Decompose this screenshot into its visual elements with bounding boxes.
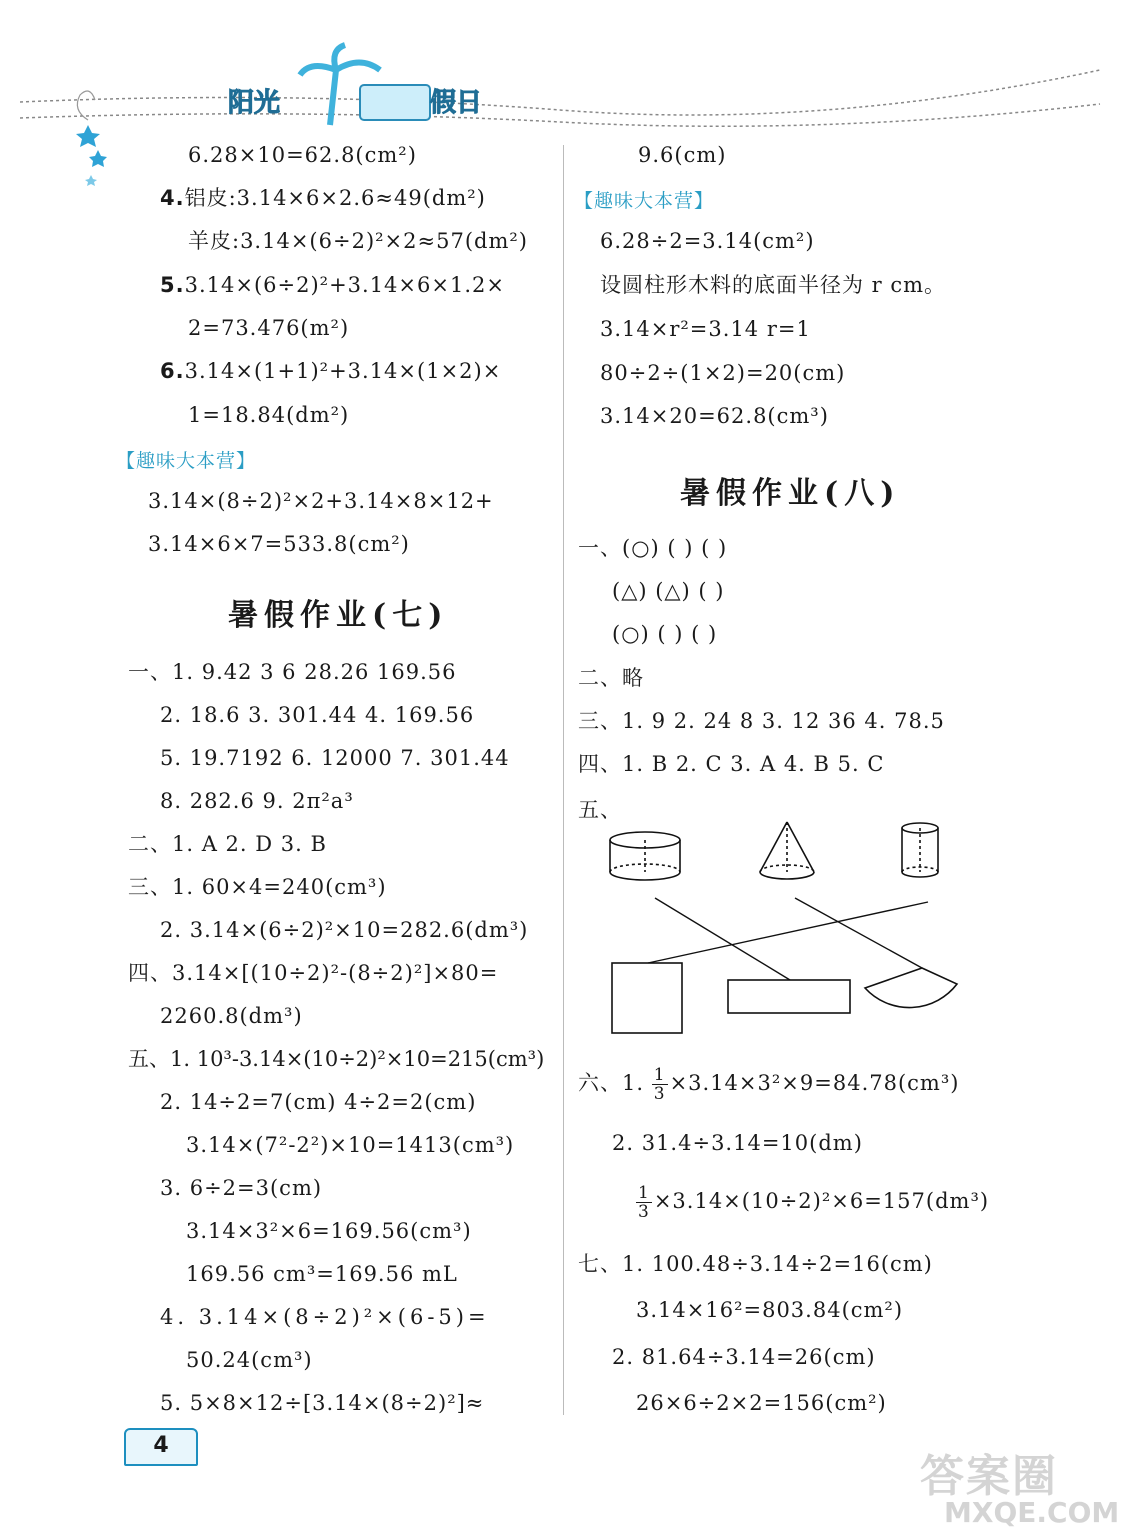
answer-line: 169.56 cm³=169.56 mL	[186, 1262, 458, 1286]
star-icon	[76, 125, 100, 147]
square-net-shape	[612, 963, 682, 1033]
answer-line: 四、3.14×[(10÷2)²-(8÷2)²]×80=	[128, 961, 499, 985]
answer-line: 设圆柱形木料的底面半径为 r cm。	[600, 273, 947, 297]
fun-corner-tag: 【趣味大本营】	[116, 450, 257, 472]
answer-line: 二、1. A 2. D 3. B	[128, 832, 327, 856]
answer-line: 五、	[578, 798, 622, 822]
answer-line: 2. 31.4÷3.14=10(dm)	[612, 1131, 863, 1155]
answer-line: 七、1. 100.48÷3.14÷2=16(cm)	[578, 1252, 933, 1276]
answer-line: 三、1. 60×4=240(cm³)	[128, 875, 387, 899]
section-title-8: 暑假作业(八)	[680, 476, 901, 511]
matching-diagram	[600, 820, 960, 1040]
answer-line: 一、(○) ( ) ( )	[578, 536, 728, 560]
rectangle-net-shape	[728, 980, 850, 1013]
answer-line: (○) ( ) ( )	[612, 622, 718, 646]
answer-line: 2. 81.64÷3.14=26(cm)	[612, 1345, 876, 1369]
answer-line: 五、1. 10³-3.14×(10÷2)²×10=215(cm³)	[128, 1047, 545, 1071]
answer-line: 6.28×10=62.8(cm²)	[188, 143, 417, 167]
answer-line: 四、1. B 2. C 3. A 4. B 5. C	[578, 752, 885, 776]
answer-text: 3.14×(1+1)²+3.14×(1×2)×	[184, 359, 502, 383]
question-number: 6.	[160, 359, 185, 383]
answer-line: 2. 3.14×(6÷2)²×10=282.6(dm³)	[160, 918, 529, 942]
answer-text: 铝皮:3.14×6×2.6≈49(dm²)	[184, 186, 486, 210]
answer-line: 3.14×20=62.8(cm³)	[600, 404, 829, 428]
fraction-numerator: 1	[638, 1183, 650, 1203]
header-title-right: 假日	[430, 88, 483, 118]
answer-line: 1=18.84(dm²)	[188, 403, 350, 427]
answer-line: 5. 19.7192 6. 12000 7. 301.44	[160, 746, 510, 770]
answer-text: ×3.14×3²×9=84.78(cm³)	[669, 1071, 960, 1095]
answer-line: 2. 18.6 3. 301.44 4. 169.56	[160, 703, 475, 727]
sector-net-shape	[865, 968, 957, 1008]
fraction-denominator: 3	[653, 1084, 666, 1104]
connector-line	[648, 898, 928, 980]
answer-line: 9.6(cm)	[638, 143, 727, 167]
answer-line: 一、1. 9.42 3 6 28.26 169.56	[128, 660, 457, 684]
answer-line: 3.14×r²=3.14 r=1	[600, 317, 811, 341]
question-number: 4.	[160, 186, 185, 210]
answer-line: 3.14×16²=803.84(cm²)	[636, 1298, 904, 1322]
answer-line: 羊皮:3.14×(6÷2)²×2≈57(dm²)	[188, 229, 528, 253]
dotted-line-2	[20, 104, 1100, 126]
answer-line	[160, 358, 501, 384]
answer-line: (△) (△) ( )	[612, 579, 725, 603]
answer-line: 2=73.476(m²)	[188, 316, 350, 340]
answer-line: 4. 3.14×(8÷2)²×(6-5)=	[160, 1305, 490, 1329]
section-title-7: 暑假作业(七)	[228, 598, 449, 633]
watermark-url: MXQE.COM	[944, 1496, 1120, 1529]
star-icon	[89, 150, 107, 167]
answer-line	[160, 185, 486, 211]
header-decoration	[0, 0, 1124, 200]
answer-line: 三、1. 9 2. 24 8 3. 12 36 4. 78.5	[578, 709, 945, 733]
answer-line: 2260.8(dm³)	[160, 1004, 303, 1028]
answer-line: 80÷2÷(1×2)=20(cm)	[600, 361, 846, 385]
item-label: 六、1.	[578, 1071, 645, 1095]
fraction	[636, 1184, 652, 1221]
answer-line: 3.14×3²×6=169.56(cm³)	[186, 1219, 472, 1243]
dotted-line	[20, 70, 1100, 115]
answer-line: 3. 6÷2=3(cm)	[160, 1176, 323, 1200]
answer-line	[160, 272, 505, 298]
answer-line: 8. 282.6 9. 2π²a³	[160, 789, 354, 813]
answer-line: 2. 14÷2=7(cm) 4÷2=2(cm)	[160, 1090, 477, 1114]
star-icon	[85, 175, 97, 186]
fraction-denominator: 3	[638, 1202, 650, 1222]
page-number: 4	[124, 1428, 198, 1466]
header-title-left: 阳光	[228, 88, 281, 118]
answer-line: 3.14×(8÷2)²×2+3.14×8×12+	[148, 489, 494, 513]
column-divider	[563, 145, 564, 1415]
answer-text: 3.14×(6÷2)²+3.14×6×1.2×	[184, 273, 505, 297]
question-number: 5.	[160, 273, 185, 297]
answer-text: ×3.14×(10÷2)²×6=157(dm³)	[653, 1189, 990, 1213]
answer-line: 6.28÷2=3.14(cm²)	[600, 229, 815, 253]
answer-line: 50.24(cm³)	[186, 1348, 313, 1372]
answer-line: 5. 5×8×12÷[3.14×(8÷2)²]≈	[160, 1391, 485, 1415]
fraction	[652, 1066, 668, 1103]
watermark: 答案圈	[920, 1451, 1058, 1502]
fun-corner-tag: 【趣味大本营】	[574, 190, 715, 212]
cylinder-tall-shape	[902, 823, 938, 877]
book-icon	[360, 85, 430, 120]
fraction-numerator: 1	[653, 1065, 666, 1085]
cylinder-short-shape	[610, 832, 680, 880]
answer-line: 26×6÷2×2=156(cm²)	[636, 1391, 887, 1415]
answer-line: 3.14×(7²-2²)×10=1413(cm³)	[186, 1133, 515, 1157]
cone-shape	[760, 822, 814, 879]
answer-line	[636, 1184, 989, 1221]
answer-line	[578, 1066, 959, 1103]
answer-line: 3.14×6×7=533.8(cm²)	[148, 532, 410, 556]
answer-line: 二、略	[578, 666, 644, 690]
